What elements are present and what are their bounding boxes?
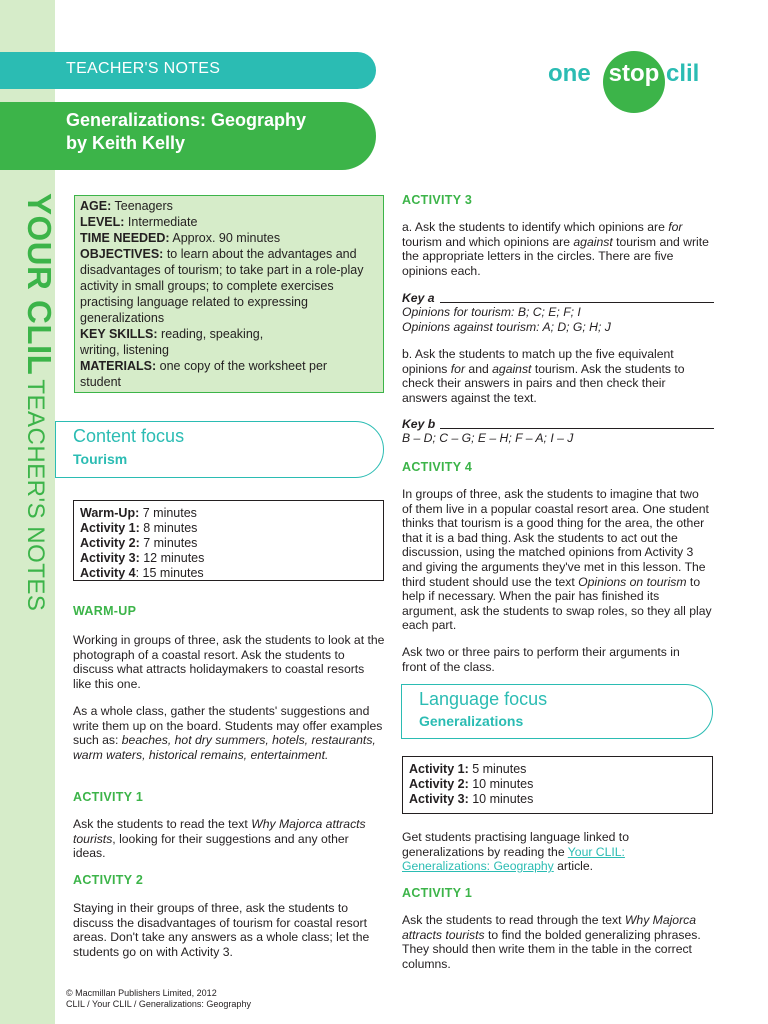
teachers-notes-banner <box>0 52 376 89</box>
activity1-heading: ACTIVITY 1 <box>73 790 144 804</box>
content-focus-subtitle: Tourism <box>73 451 128 467</box>
logo-one-text: one <box>548 60 591 87</box>
objectives-label: OBJECTIVES: <box>80 247 164 261</box>
lesson-info-box <box>74 195 384 393</box>
language-activity1-heading: ACTIVITY 1 <box>402 886 473 900</box>
timing-row: Activity 3: 10 minutes <box>409 792 534 806</box>
activity2-heading: ACTIVITY 2 <box>73 873 144 887</box>
key-a-answers: Opinions for tourism: B; C; E; F; I Opinions against tourism: A; D; G; H; J <box>402 305 611 334</box>
language-focus-box <box>401 684 713 739</box>
level-value: Intermediate <box>124 215 198 229</box>
activity1-text: Ask the students to read the text Why Majorca attracts tourists, looking for their suggestions and any other ideas. <box>73 817 366 861</box>
sidebar-label <box>8 193 58 613</box>
key-b-answers: B – D; C – G; E – H; F – A; I – J <box>402 431 574 445</box>
language-activity1-text: Ask the students to read through the text Why Majorca attracts tourists to find the bolded generalizing phrases. They should then write them in the table in the correct columns. <box>402 913 701 971</box>
level-label: LEVEL: <box>80 215 125 229</box>
objectives-value: to learn about the advantages and disadvantages of tourism; to take part in a role-play activity in small groups; to complete exercises practising language related to expressing generalizations <box>80 247 364 325</box>
logo-clil-text: clil <box>666 60 700 87</box>
activity4-paragraph-2: Ask two or three pairs to perform their arguments in front of the class. <box>402 645 680 674</box>
timing-row: Activity 1: 5 minutes <box>409 762 527 776</box>
logo-stop-text: stop <box>608 60 660 87</box>
title-banner <box>0 102 376 170</box>
sidebar-bold-text: YOUR CLIL <box>21 193 58 376</box>
activity4-paragraph-1: In groups of three, ask the students to imagine that two of them live in a popular coastal resort area. One student thinks that tourism is a good thing for the area, the other that it is a bad thing. Ask the students to act out the discussion, using the matched opinions from Activity 3 and giving the arguments they've met in this lesson. The third student should use the text Opinions on tourism to help if necessary. When the pair has finished its argument, ask the students to swap roles, so they all play each part. <box>402 487 712 633</box>
key-b-label: Key b <box>402 417 436 431</box>
age-label: AGE: <box>80 199 112 213</box>
timing-row: Warm-Up: 7 minutes <box>80 506 197 520</box>
page-author: by Keith Kelly <box>66 133 186 153</box>
key-b-rule <box>440 428 714 429</box>
warmup-paragraph-1: Working in groups of three, ask the students to look at the photograph of a coastal resort. Ask the students to discuss what attracts holidaymakers to coastal resorts like this one. <box>73 633 385 691</box>
content-focus-title: Content focus <box>73 426 185 446</box>
time-label: TIME NEEDED: <box>80 231 170 245</box>
activity3-part-b: b. Ask the students to match up the five equivalent opinions for and against tourism. Ask the students to check their answers in pairs and then check their answers against the text. <box>402 347 685 405</box>
activity3-part-a: a. Ask the students to identify which opinions are for tourism and which opinions are against tourism and write the appropriate letters in the circles. There are five opinions each. <box>402 220 709 278</box>
activity2-text: Staying in their groups of three, ask the students to discuss the disadvantages of tourism for coastal resort areas. Don't take any answers as a whole class; let the students go on with Activity 3. <box>73 901 370 959</box>
age-value: Teenagers <box>111 199 173 213</box>
footer-breadcrumb: CLIL / Your CLIL / Generalizations: Geography <box>66 999 251 1009</box>
timing-row: Activity 2: 7 minutes <box>80 536 198 550</box>
materials-value: one copy of the worksheet per student <box>80 359 328 389</box>
timing-box-content <box>73 500 384 581</box>
skills-label: KEY SKILLS: <box>80 327 158 341</box>
warmup-paragraph-2: As a whole class, gather the students' suggestions and write them up on the board. Students may offer examples such as: beaches, hot dry summers, hotels, restaurants, warm waters, historical remains, entertainment. <box>73 704 383 762</box>
activity3-heading: ACTIVITY 3 <box>402 193 473 207</box>
timing-row: Activity 4: 15 minutes <box>80 566 204 580</box>
timing-row: Activity 1: 8 minutes <box>80 521 198 535</box>
timing-box-language <box>402 756 713 814</box>
activity4-heading: ACTIVITY 4 <box>402 460 473 474</box>
teachers-notes-label: TEACHER'S NOTES <box>66 60 221 77</box>
language-intro: Get students practising language linked to generalizations by reading the Your CLIL: Generalizations: Geography article. <box>402 830 629 874</box>
language-focus-title: Language focus <box>419 689 548 709</box>
key-a-label: Key a <box>402 291 435 305</box>
time-value: Approx. 90 minutes <box>169 231 281 245</box>
article-link[interactable]: Your CLIL: Generalizations: Geography <box>402 844 625 874</box>
timing-row: Activity 2: 10 minutes <box>409 777 534 791</box>
onestopclil-logo <box>548 51 718 111</box>
page-title: Generalizations: Geography <box>66 110 307 130</box>
timing-row: Activity 3: 12 minutes <box>80 551 205 565</box>
warmup-heading: WARM-UP <box>73 604 137 618</box>
copyright-text: © Macmillan Publishers Limited, 2012 <box>66 988 217 998</box>
key-a-rule <box>440 302 714 303</box>
sidebar-light-text: TEACHER'S NOTES <box>22 379 49 612</box>
language-focus-subtitle: Generalizations <box>419 713 524 729</box>
skills-value: reading, speaking, writing, listening <box>80 327 264 357</box>
materials-label: MATERIALS: <box>80 359 157 373</box>
content-focus-box <box>55 421 384 478</box>
